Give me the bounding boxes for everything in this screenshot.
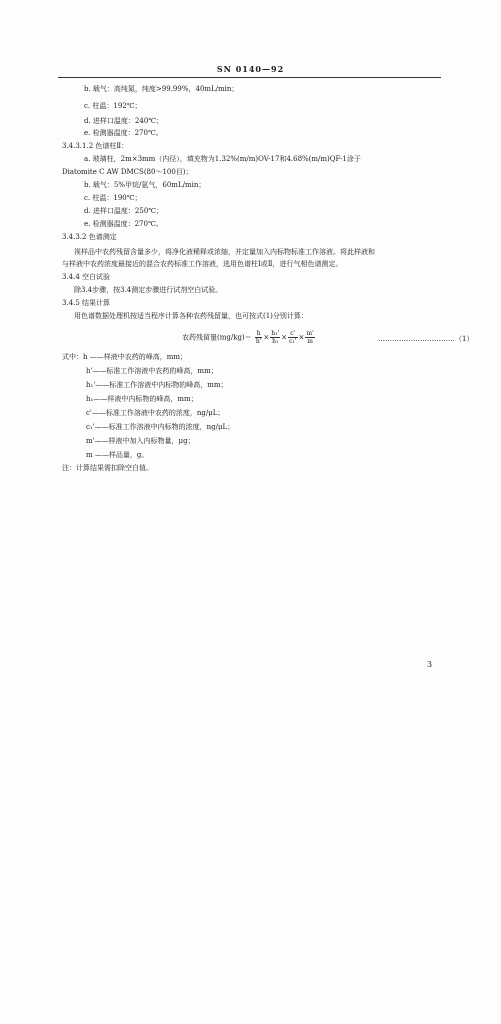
standard-header: SN 0140—92 [216, 64, 285, 74]
formula-lhs: 农药残留量(mg/kg)＝ [182, 333, 252, 342]
equation-number: ……………………………（1） [378, 335, 474, 343]
carrier-gas-line-2: b. 载气：5%甲烷/氩气，60mL/min； [84, 181, 206, 189]
where-line: h₁'——标准工作溶液中内标物的峰高，mm； [86, 381, 228, 389]
fraction-denominator: m [307, 338, 313, 345]
carrier-gas-line: b. 载气：高纯氮，纯度>99.99%，40mL/min； [84, 85, 239, 93]
fraction [288, 330, 297, 345]
paragraph-line: 视样品中农药残留含量多少，将净化液稀释或浓缩，并定量加入内标物标准工作溶液。将此样液和 [74, 248, 375, 256]
fraction [255, 330, 263, 345]
column-temp-line: c. 柱温：192℃； [84, 102, 142, 110]
fraction-numerator: h [256, 330, 261, 337]
fraction-denominator: h₁ [272, 338, 279, 345]
detector-temp-line: e. 检测器温度：270℃。 [84, 129, 163, 137]
where-line: m'——样液中加入内标物量，μg； [86, 437, 195, 445]
column-spec-cont: Diatomite C AW DMCS(80～100目)； [62, 168, 193, 176]
where-line: h'——标准工作溶液中农药的峰高，mm； [86, 367, 218, 375]
section-heading: 3.4.3.1.2 色谱柱Ⅱ： [62, 142, 129, 150]
section-heading: 3.4.5 结果计算 [62, 299, 111, 307]
fraction [270, 330, 280, 345]
paragraph-line: 除3.4步骤，按3.4测定步骤进行试剂空白试验。 [74, 286, 223, 294]
note-line: 注：计算结果需扣除空白值。 [62, 464, 153, 472]
where-line: 式中：h ——样液中农药的峰高，mm； [62, 353, 188, 361]
fraction-denominator: h' [255, 338, 262, 345]
injector-temp-line: d. 进样口温度：240℃； [84, 117, 164, 125]
paragraph-line: 用色谱数据处理机按适当程序计算各种农药残留量，也可按式(1)分别计算： [74, 312, 308, 320]
column-spec-line: a. 玻璃柱，2m×3mm（内径），填充物为1.32%(m/m)OV-17和4.68%(m/m)QF-1涂于 [84, 155, 361, 163]
section-heading: 3.4.4 空白试验 [62, 273, 111, 281]
where-line: c₁'——标准工作溶液中内标物的浓度，ng/μL； [86, 423, 235, 431]
detector-temp-line-2: e. 检测器温度：270℃。 [84, 220, 163, 228]
injector-temp-line-2: d. 进样口温度：250℃； [84, 207, 164, 215]
where-line: m ——样品量，g。 [86, 451, 149, 459]
fraction-numerator: h₁' [271, 330, 280, 337]
page-number: 3 [427, 660, 433, 669]
column-temp-line-2: c. 柱温：190℃； [84, 194, 142, 202]
residue-formula: 农药残留量(mg/kg)＝ $\frac{h}{h'}$ × $\frac{\text{h₁'}}{\text{h₁}}$ × $\frac{c'}{\text{c₁'}}$ × $\frac{m'}{m}$ [182, 330, 314, 345]
section-heading: 3.4.3.2 色谱测定 [62, 233, 117, 241]
fraction-numerator: m' [306, 330, 314, 337]
header-rule [58, 77, 441, 78]
paragraph-line: 与样液中农药浓度最接近的混合农药标准工作溶液，选用色谱柱Ⅰ或Ⅱ，进行气相色谱测定。 [62, 260, 343, 268]
where-line: h₁——样液中内标物的峰高，mm； [86, 395, 198, 403]
fraction-denominator: c₁' [289, 338, 297, 345]
fraction-numerator: c' [288, 330, 297, 338]
fraction [305, 330, 314, 345]
where-line: c'——标准工作溶液中农药的浓度，ng/μL； [86, 409, 225, 417]
